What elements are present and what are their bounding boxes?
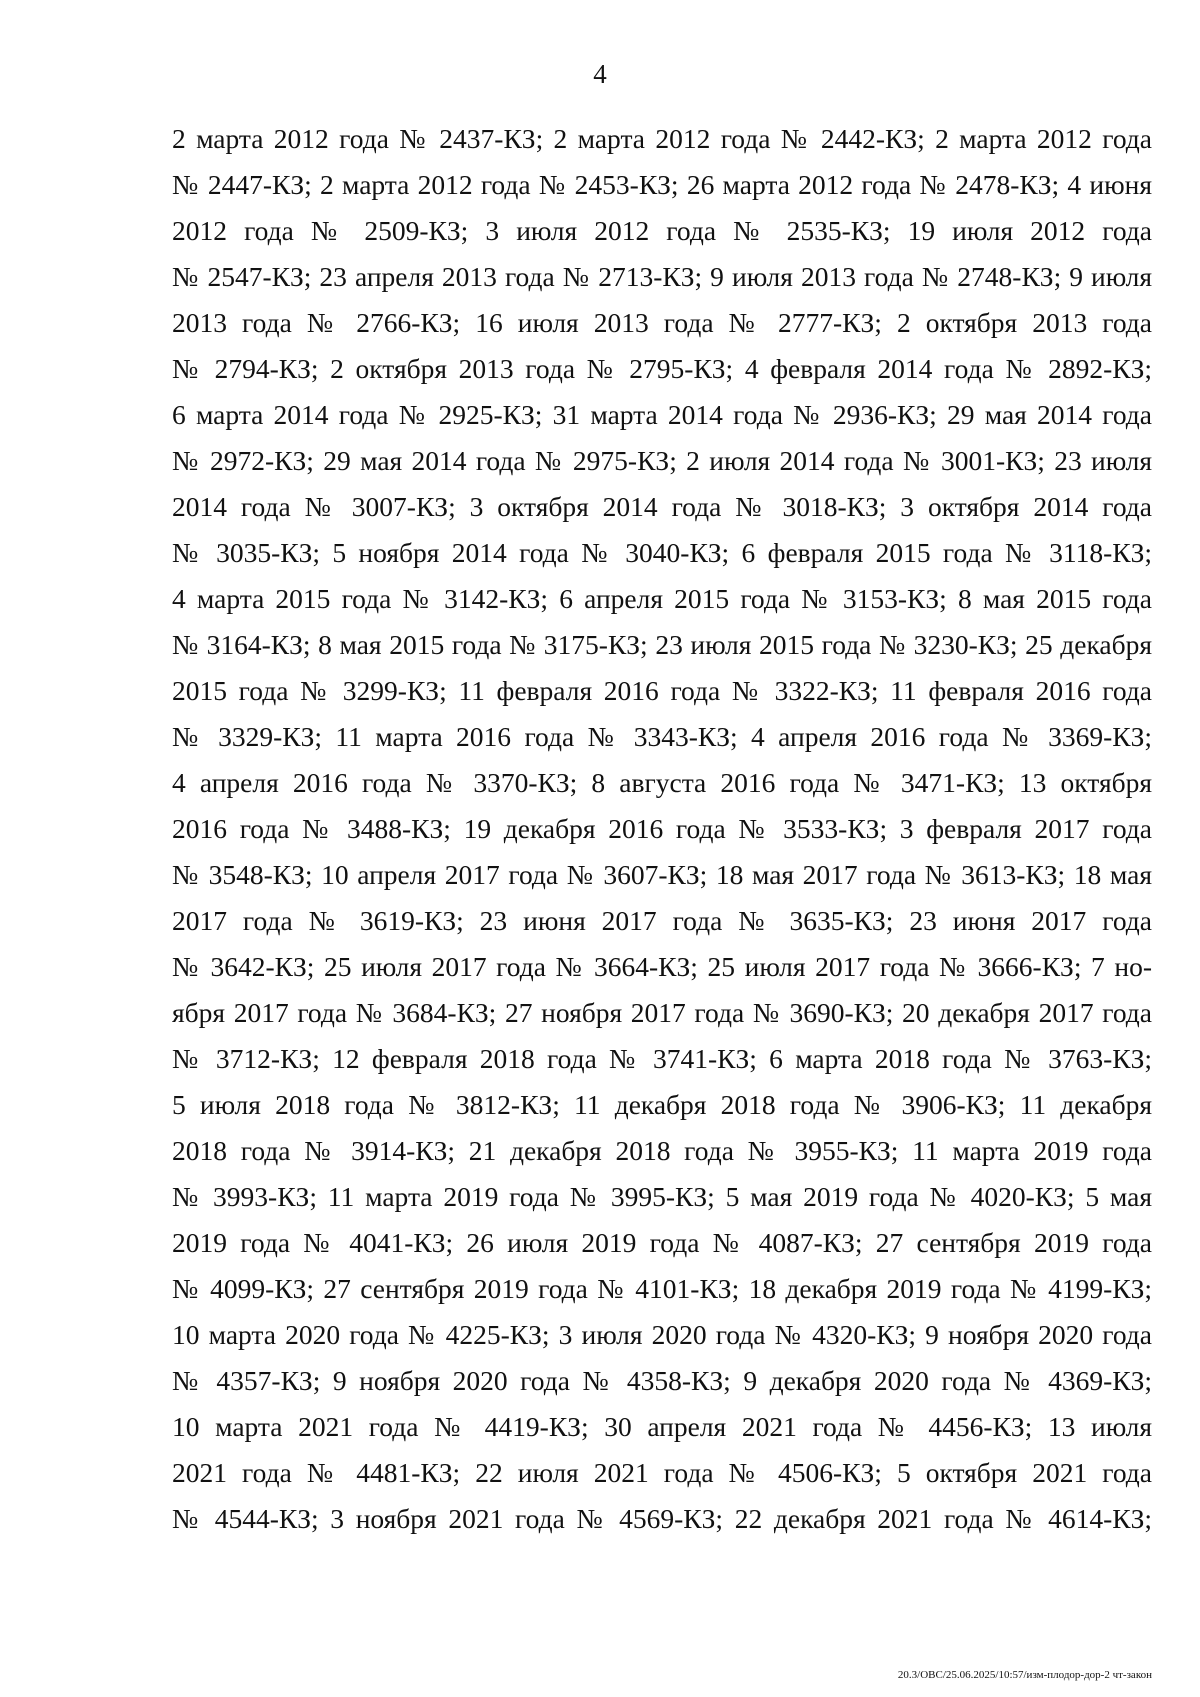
text-line: № 4357-КЗ; 9 ноября 2020 года № 4358-КЗ; 9 декабря 2020 года № 4369-КЗ; (172, 1365, 1152, 1396)
text-line: № 3548-КЗ; 10 апреля 2017 года № 3607-КЗ; 18 мая 2017 года № 3613-КЗ; 18 мая (172, 859, 1152, 890)
text-line: № 3642-КЗ; 25 июля 2017 года № 3664-КЗ; 25 июля 2017 года № 3666-КЗ; 7 но- (172, 951, 1152, 982)
text-line: 2 марта 2012 года № 2437-КЗ; 2 марта 2012 года № 2442-КЗ; 2 марта 2012 года (172, 123, 1152, 154)
text-line: 10 марта 2021 года № 4419-КЗ; 30 апреля 2021 года № 4456-КЗ; 13 июля (172, 1411, 1152, 1442)
text-line: 2019 года № 4041-КЗ; 26 июля 2019 года № 4087-КЗ; 27 сентября 2019 года (172, 1227, 1152, 1258)
document-body (172, 116, 1152, 1542)
text-line: № 4544-КЗ; 3 ноября 2021 года № 4569-КЗ; 22 декабря 2021 года № 4614-КЗ; (172, 1503, 1152, 1534)
text-line: 2014 года № 3007-КЗ; 3 октября 2014 года № 3018-КЗ; 3 октября 2014 года (172, 491, 1152, 522)
text-line: № 2794-КЗ; 2 октября 2013 года № 2795-КЗ; 4 февраля 2014 года № 2892-КЗ; (172, 353, 1152, 384)
text-line: 5 июля 2018 года № 3812-КЗ; 11 декабря 2018 года № 3906-КЗ; 11 декабря (172, 1089, 1152, 1120)
text-line: № 2972-КЗ; 29 мая 2014 года № 2975-КЗ; 2 июля 2014 года № 3001-КЗ; 23 июля (172, 445, 1152, 476)
text-line: № 2447-КЗ; 2 марта 2012 года № 2453-КЗ; 26 марта 2012 года № 2478-КЗ; 4 июня (172, 169, 1152, 200)
text-line: 2021 года № 4481-КЗ; 22 июля 2021 года № 4506-КЗ; 5 октября 2021 года (172, 1457, 1152, 1488)
text-line: № 3164-КЗ; 8 мая 2015 года № 3175-КЗ; 23 июля 2015 года № 3230-КЗ; 25 декабря (172, 629, 1152, 660)
text-line: 2012 года № 2509-КЗ; 3 июля 2012 года № 2535-КЗ; 19 июля 2012 года (172, 215, 1152, 246)
text-line: № 2547-КЗ; 23 апреля 2013 года № 2713-КЗ; 9 июля 2013 года № 2748-КЗ; 9 июля (172, 261, 1152, 292)
text-line: 10 марта 2020 года № 4225-КЗ; 3 июля 2020 года № 4320-КЗ; 9 ноября 2020 года (172, 1319, 1152, 1350)
text-line: 2016 года № 3488-КЗ; 19 декабря 2016 года № 3533-КЗ; 3 февраля 2017 года (172, 813, 1152, 844)
text-line: № 3035-КЗ; 5 ноября 2014 года № 3040-КЗ; 6 февраля 2015 года № 3118-КЗ; (172, 537, 1152, 568)
text-line: 2013 года № 2766-КЗ; 16 июля 2013 года № 2777-КЗ; 2 октября 2013 года (172, 307, 1152, 338)
text-line: № 3329-КЗ; 11 марта 2016 года № 3343-КЗ; 4 апреля 2016 года № 3369-КЗ; (172, 721, 1152, 752)
text-line: 6 марта 2014 года № 2925-КЗ; 31 марта 2014 года № 2936-КЗ; 29 мая 2014 года (172, 399, 1152, 430)
text-line: № 3993-КЗ; 11 марта 2019 года № 3995-КЗ; 5 мая 2019 года № 4020-КЗ; 5 мая (172, 1181, 1152, 1212)
footer-document-code: 20.3/ОВС/25.06.2025/10:57/изм-плодор-дор-2 чт-закон (897, 1669, 1152, 1681)
page-number: 4 (593, 59, 607, 89)
text-line: 2017 года № 3619-КЗ; 23 июня 2017 года № 3635-КЗ; 23 июня 2017 года (172, 905, 1152, 936)
text-line: № 3712-КЗ; 12 февраля 2018 года № 3741-КЗ; 6 марта 2018 года № 3763-КЗ; (172, 1043, 1152, 1074)
text-line: 2018 года № 3914-КЗ; 21 декабря 2018 года № 3955-КЗ; 11 марта 2019 года (172, 1135, 1152, 1166)
text-line: № 4099-КЗ; 27 сентября 2019 года № 4101-КЗ; 18 декабря 2019 года № 4199-КЗ; (172, 1273, 1152, 1304)
text-line: ября 2017 года № 3684-КЗ; 27 ноября 2017 года № 3690-КЗ; 20 декабря 2017 года (172, 997, 1152, 1028)
text-line: 4 апреля 2016 года № 3370-КЗ; 8 августа 2016 года № 3471-КЗ; 13 октября (172, 767, 1152, 798)
text-line: 2015 года № 3299-КЗ; 11 февраля 2016 года № 3322-КЗ; 11 февраля 2016 года (172, 675, 1152, 706)
text-line: 4 марта 2015 года № 3142-КЗ; 6 апреля 2015 года № 3153-КЗ; 8 мая 2015 года (172, 583, 1152, 614)
